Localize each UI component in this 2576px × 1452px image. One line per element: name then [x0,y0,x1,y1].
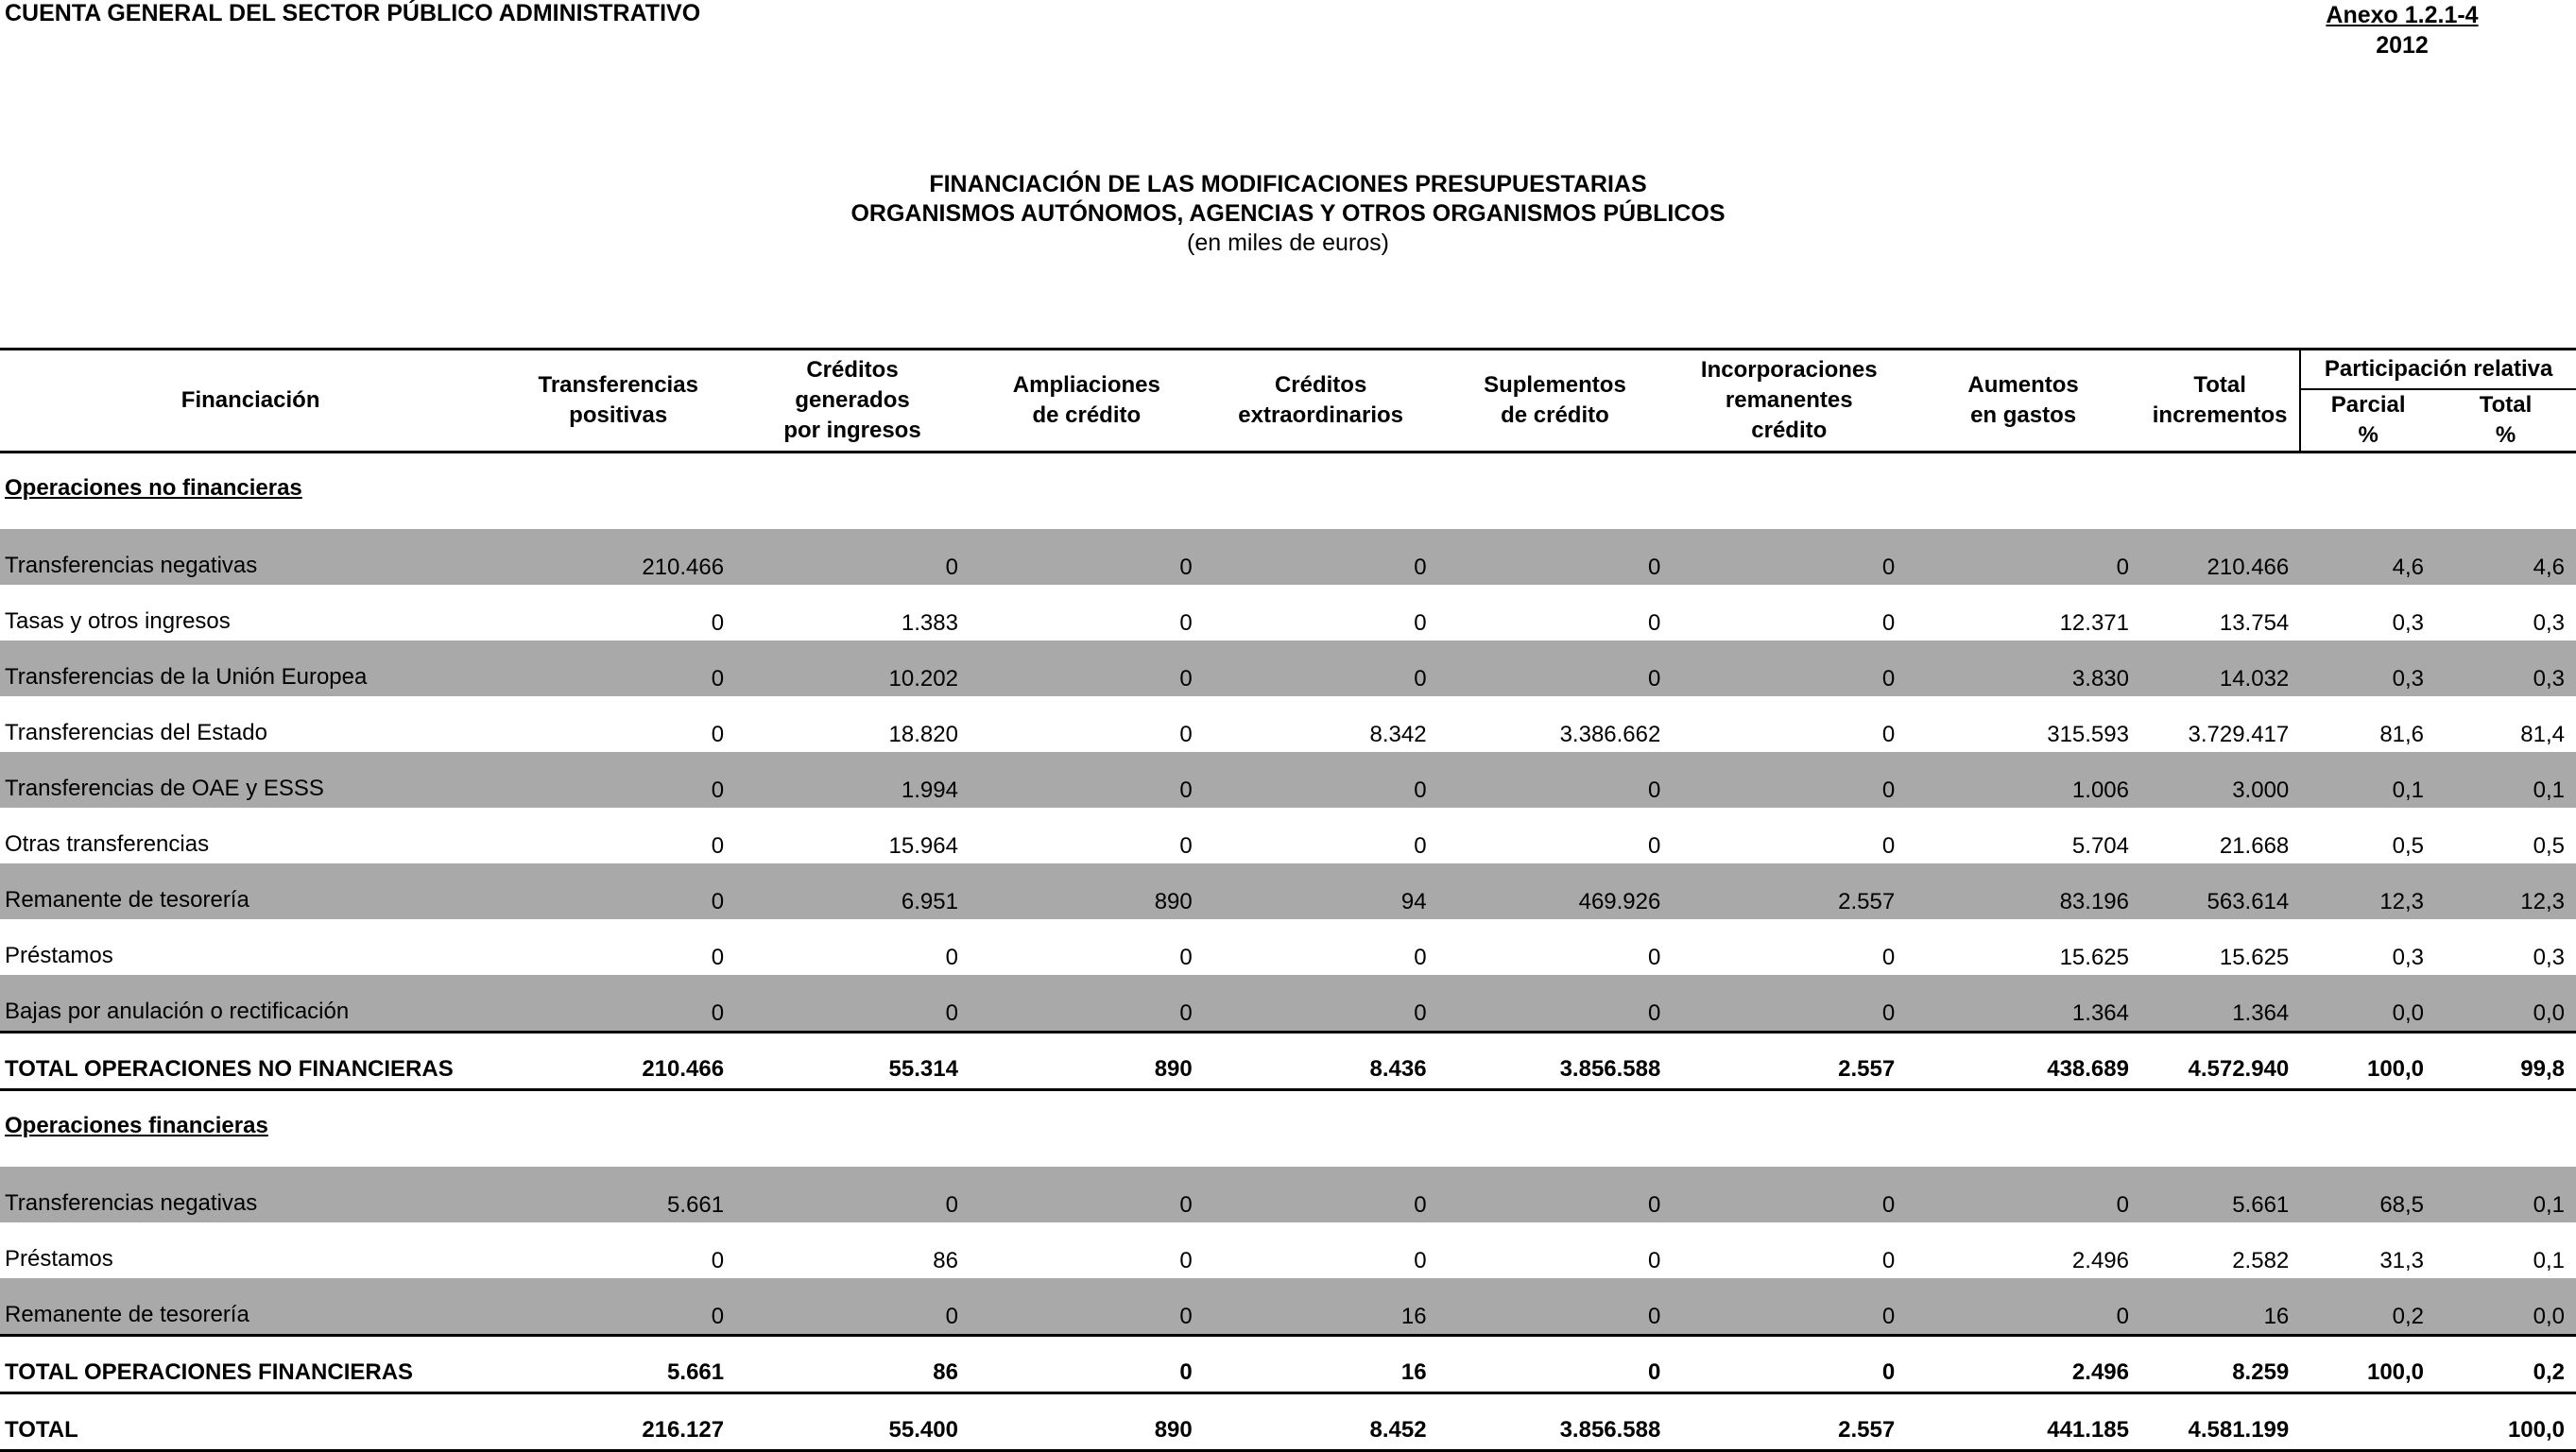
cell-total-incrementos: 3.729.417 [2188,722,2290,747]
cell-creditos-extraordinarios: 0 [1414,610,1427,636]
cell-total-incrementos: 4.572.940 [2140,1033,2300,1090]
cell-aumentos: 441.185 [1906,1393,2140,1451]
cell-aumentos: 0 [1906,529,2140,585]
cell-creditos-generados: 0 [735,975,970,1033]
cell-aumentos: 83.196 [1906,863,2140,919]
table-row [0,1222,2576,1278]
cell-incorporaciones: 0 [1881,833,1896,859]
total-row [0,1336,2576,1393]
cell-parcial-pct: 0,1 [2300,752,2435,808]
table-row [0,808,2576,863]
cell-creditos-generados: 86 [735,1336,970,1393]
header-line: por ingresos [783,418,921,443]
cell-aumentos: 1.364 [1906,975,2140,1033]
table-row [0,641,2576,696]
cell-incorporaciones: 0 [1881,945,1896,970]
header-line: crédito [1751,418,1828,443]
cell-aumentos: 315.593 [2047,722,2129,747]
cell-ampliaciones: 890 [970,1393,1204,1451]
row-label: Remanente de tesorería [0,1278,501,1336]
cell-creditos-extraordinarios: 0 [1204,529,1438,585]
header-line: Créditos [1274,372,1367,398]
cell-creditos-extraordinarios: 0 [1204,1167,1438,1222]
cell-total-pct: 12,3 [2435,863,2576,919]
cell-parcial-pct: 31,3 [2379,1248,2425,1273]
report-org-title: CUENTA GENERAL DEL SECTOR PÚBLICO ADMINISTRATIVO [5,0,701,26]
cell-ampliaciones: 0 [970,1336,1204,1393]
row-label: TOTAL [0,1393,501,1451]
cell-total-incrementos: 14.032 [2140,641,2300,696]
cell-suplementos: 3.856.588 [1438,1393,1673,1451]
cell-suplementos: 0 [1438,529,1673,585]
cell-total-incrementos: 5.661 [2140,1167,2300,1222]
table-row [0,1278,2576,1336]
cell-creditos-generados: 0 [735,1167,970,1222]
col-header-transferencias-positivas [501,350,735,453]
cell-total-incrementos: 16 [2140,1278,2300,1336]
header-line: de crédito [1032,402,1142,428]
header-line: % [2358,422,2379,448]
row-label: Transferencias negativas [0,529,501,585]
col-header-parcial-pct [2300,389,2435,453]
cell-transferencias-positivas: 0 [501,1278,735,1336]
cell-suplementos: 0 [1438,975,1673,1033]
cell-transferencias-positivas: 5.661 [501,1336,735,1393]
row-label: Préstamos [5,1246,113,1272]
cell-suplementos: 3.386.662 [1559,722,1661,747]
cell-parcial-pct: 0,2 [2300,1278,2435,1336]
col-header-total-incrementos [2140,350,2300,453]
cell-ampliaciones: 0 [1179,833,1193,859]
cell-total-pct: 0,3 [2533,610,2565,636]
cell-incorporaciones: 0 [1672,1278,1906,1336]
table-row [0,919,2576,975]
cell-incorporaciones: 0 [1672,529,1906,585]
cell-suplementos: 0 [1648,945,1661,970]
cell-total-incrementos: 3.000 [2140,752,2300,808]
header-line: Total [2193,372,2246,398]
cell-creditos-extraordinarios: 94 [1204,863,1438,919]
cell-creditos-generados: 18.820 [888,722,958,747]
title-line-1: FINANCIACIÓN DE LAS MODIFICACIONES PRESUPUESTARIAS [929,171,1647,197]
table-row [0,529,2576,585]
row-label: Otras transferencias [5,831,210,857]
cell-incorporaciones: 0 [1672,1167,1906,1222]
cell-ampliaciones: 890 [970,863,1204,919]
cell-total-incrementos: 4.581.199 [2140,1393,2300,1451]
table-body [0,453,2576,1451]
cell-total-pct: 100,0 [2435,1393,2576,1451]
row-label: Remanente de tesorería [0,863,501,919]
cell-aumentos: 2.496 [2071,1248,2129,1273]
row-label: Transferencias de OAE y ESSS [0,752,501,808]
cell-total-pct: 0,1 [2533,1248,2565,1273]
row-label: Transferencias del Estado [5,720,267,745]
cell-parcial-pct: 0,3 [2300,641,2435,696]
cell-total-incrementos: 563.614 [2140,863,2300,919]
report-titles [0,170,2576,258]
annex-label: Anexo 1.2.1-4 [2326,2,2479,28]
row-label: TOTAL OPERACIONES NO FINANCIERAS [0,1033,501,1090]
header-line: Créditos [806,357,899,383]
cell-ampliaciones: 0 [970,529,1204,585]
cell-incorporaciones: 0 [1881,610,1896,636]
table-row [0,863,2576,919]
cell-ampliaciones: 0 [1179,722,1193,747]
cell-suplementos: 0 [1438,1278,1673,1336]
cell-parcial-pct: 0,3 [2392,610,2425,636]
col-header-creditos-extraordinarios [1204,350,1438,453]
cell-creditos-extraordinarios: 16 [1204,1278,1438,1336]
cell-suplementos: 0 [1648,610,1661,636]
cell-parcial-pct: 100,0 [2300,1033,2435,1090]
row-label: Tasas y otros ingresos [5,608,231,634]
cell-total-pct: 0,3 [2533,945,2565,970]
section-label: Operaciones financieras [5,1113,268,1138]
cell-total-pct: 0,1 [2435,752,2576,808]
cell-transferencias-positivas: 216.127 [501,1393,735,1451]
cell-creditos-generados: 55.314 [735,1033,970,1090]
cell-total-pct: 0,1 [2435,1167,2576,1222]
cell-ampliaciones: 890 [970,1033,1204,1090]
cell-transferencias-positivas: 0 [501,641,735,696]
units-note: (en miles de euros) [1187,230,1389,256]
cell-aumentos: 15.625 [2059,945,2129,970]
cell-transferencias-positivas: 0 [711,833,725,859]
cell-aumentos: 438.689 [1906,1033,2140,1090]
header-line: extraordinarios [1238,402,1403,428]
table-row [0,1167,2576,1222]
cell-transferencias-positivas: 0 [501,752,735,808]
cell-creditos-generados: 15.964 [888,833,958,859]
cell-incorporaciones: 0 [1672,641,1906,696]
cell-parcial-pct: 0,5 [2392,833,2425,859]
col-header-aumentos [1906,350,2140,453]
total-row [0,1033,2576,1090]
financing-table [0,348,2576,1452]
col-header-creditos-generados [735,350,970,453]
cell-parcial-pct: 12,3 [2300,863,2435,919]
cell-ampliaciones: 0 [970,975,1204,1033]
cell-aumentos: 0 [1906,1167,2140,1222]
header-line: en gastos [1970,402,2077,428]
cell-total-incrementos: 1.364 [2140,975,2300,1033]
header-line: Parcial [2330,392,2406,418]
header-line: de crédito [1501,402,1609,428]
cell-transferencias-positivas: 5.661 [501,1167,735,1222]
header-line: positivas [569,402,668,428]
cell-incorporaciones: 0 [1881,722,1896,747]
row-label: Préstamos [5,943,113,968]
table-header [0,350,2576,453]
cell-ampliaciones: 0 [970,1278,1204,1336]
cell-transferencias-positivas: 0 [501,863,735,919]
cell-suplementos: 0 [1438,1336,1673,1393]
cell-aumentos: 3.830 [1906,641,2140,696]
cell-incorporaciones: 2.557 [1672,863,1906,919]
cell-transferencias-positivas: 0 [501,975,735,1033]
cell-creditos-generados: 55.400 [735,1393,970,1451]
cell-creditos-extraordinarios: 0 [1414,1248,1427,1273]
report-year: 2012 [2376,32,2429,59]
col-header-participacion-relativa: Participación relativa [2300,350,2576,390]
cell-creditos-extraordinarios: 8.436 [1204,1033,1438,1090]
table-row [0,752,2576,808]
cell-parcial-pct: 81,6 [2379,722,2425,747]
cell-creditos-extraordinarios: 0 [1204,975,1438,1033]
section-row [0,453,2576,530]
section-label: Operaciones no financieras [5,475,302,501]
cell-ampliaciones: 0 [970,641,1204,696]
cell-creditos-generados: 1.994 [735,752,970,808]
cell-transferencias-positivas: 210.466 [501,1033,735,1090]
cell-creditos-extraordinarios: 8.452 [1204,1393,1438,1451]
cell-creditos-extraordinarios: 0 [1414,945,1427,970]
header-line: incrementos [2152,402,2288,428]
cell-aumentos: 0 [1906,1278,2140,1336]
cell-parcial-pct: 4,6 [2300,529,2435,585]
cell-incorporaciones: 0 [1672,1336,1906,1393]
cell-creditos-extraordinarios: 0 [1204,641,1438,696]
row-label: Transferencias de la Unión Europea [0,641,501,696]
cell-suplementos: 3.856.588 [1438,1033,1673,1090]
cell-creditos-extraordinarios: 16 [1204,1336,1438,1393]
cell-total-incrementos: 8.259 [2140,1336,2300,1393]
cell-transferencias-positivas: 0 [711,945,725,970]
col-header-financiacion: Financiación [180,387,320,413]
cell-suplementos: 0 [1438,752,1673,808]
cell-parcial-pct: 0,0 [2300,975,2435,1033]
header-line: Suplementos [1484,372,1626,398]
cell-creditos-generados: 86 [933,1248,958,1273]
cell-total-incrementos: 15.625 [2219,945,2290,970]
header-line: % [2495,422,2516,448]
cell-incorporaciones: 2.557 [1672,1033,1906,1090]
cell-transferencias-positivas: 0 [711,722,725,747]
cell-creditos-generados: 6.951 [735,863,970,919]
cell-transferencias-positivas: 0 [711,1248,725,1273]
cell-total-incrementos: 21.668 [2219,833,2290,859]
table-row [0,696,2576,752]
table-row [0,975,2576,1033]
cell-parcial-pct: 100,0 [2300,1336,2435,1393]
cell-total-pct: 81,4 [2520,722,2565,747]
cell-creditos-extraordinarios: 8.342 [1369,722,1427,747]
cell-total-pct: 0,0 [2435,975,2576,1033]
cell-ampliaciones: 0 [1179,610,1193,636]
cell-creditos-generados: 10.202 [735,641,970,696]
header-line: Aumentos [1967,372,2079,398]
cell-total-incrementos: 13.754 [2219,610,2290,636]
cell-parcial-pct: 68,5 [2300,1167,2435,1222]
cell-aumentos: 2.496 [1906,1336,2140,1393]
cell-total-pct: 99,8 [2435,1033,2576,1090]
cell-aumentos: 1.006 [1906,752,2140,808]
row-label: Transferencias negativas [0,1167,501,1222]
cell-total-pct: 0,0 [2435,1278,2576,1336]
cell-incorporaciones: 2.557 [1672,1393,1906,1451]
cell-suplementos: 0 [1438,641,1673,696]
cell-creditos-extraordinarios: 0 [1414,833,1427,859]
col-header-total-pct [2435,389,2576,453]
cell-suplementos: 0 [1438,1167,1673,1222]
cell-ampliaciones: 0 [970,1167,1204,1222]
cell-incorporaciones: 0 [1672,975,1906,1033]
header-line: Total [2479,392,2533,418]
header-line: Transferencias [538,372,698,398]
cell-aumentos: 12.371 [2059,610,2129,636]
cell-ampliaciones: 0 [970,752,1204,808]
table-row [0,585,2576,641]
cell-total-pct: 0,5 [2533,833,2565,859]
cell-transferencias-positivas: 0 [711,610,725,636]
total-row [0,1393,2576,1451]
cell-ampliaciones: 0 [1179,1248,1193,1273]
header-line: Ampliaciones [1012,372,1160,398]
cell-suplementos: 0 [1648,833,1661,859]
cell-incorporaciones: 0 [1881,1248,1896,1273]
col-header-ampliaciones [970,350,1204,453]
cell-total-incrementos: 2.582 [2232,1248,2290,1273]
section-row [0,1090,2576,1168]
cell-total-pct: 4,6 [2435,529,2576,585]
header-line: Incorporaciones [1700,357,1878,383]
cell-total-pct: 0,3 [2435,641,2576,696]
cell-total-incrementos: 210.466 [2140,529,2300,585]
cell-parcial-pct [2300,1393,2435,1451]
cell-creditos-generados: 1.383 [901,610,958,636]
cell-suplementos: 0 [1648,1248,1661,1273]
title-line-2: ORGANISMOS AUTÓNOMOS, AGENCIAS Y OTROS ORGANISMOS PÚBLICOS [850,200,1726,227]
cell-creditos-generados: 0 [945,945,958,970]
col-header-incorporaciones [1672,350,1906,453]
cell-creditos-extraordinarios: 0 [1204,752,1438,808]
cell-creditos-generados: 0 [735,529,970,585]
row-label: TOTAL OPERACIONES FINANCIERAS [0,1336,501,1393]
cell-ampliaciones: 0 [1179,945,1193,970]
cell-suplementos: 469.926 [1438,863,1673,919]
cell-aumentos: 5.704 [2071,833,2129,859]
cell-incorporaciones: 0 [1672,752,1906,808]
header-line: generados [795,387,910,413]
row-label: Bajas por anulación o rectificación [0,975,501,1033]
cell-total-pct: 0,2 [2435,1336,2576,1393]
cell-parcial-pct: 0,3 [2392,945,2425,970]
cell-creditos-generados: 0 [735,1278,970,1336]
col-header-suplementos [1438,350,1673,453]
annex-block [2289,0,2516,60]
header-line: remanentes [1725,387,1853,413]
cell-transferencias-positivas: 210.466 [501,529,735,585]
